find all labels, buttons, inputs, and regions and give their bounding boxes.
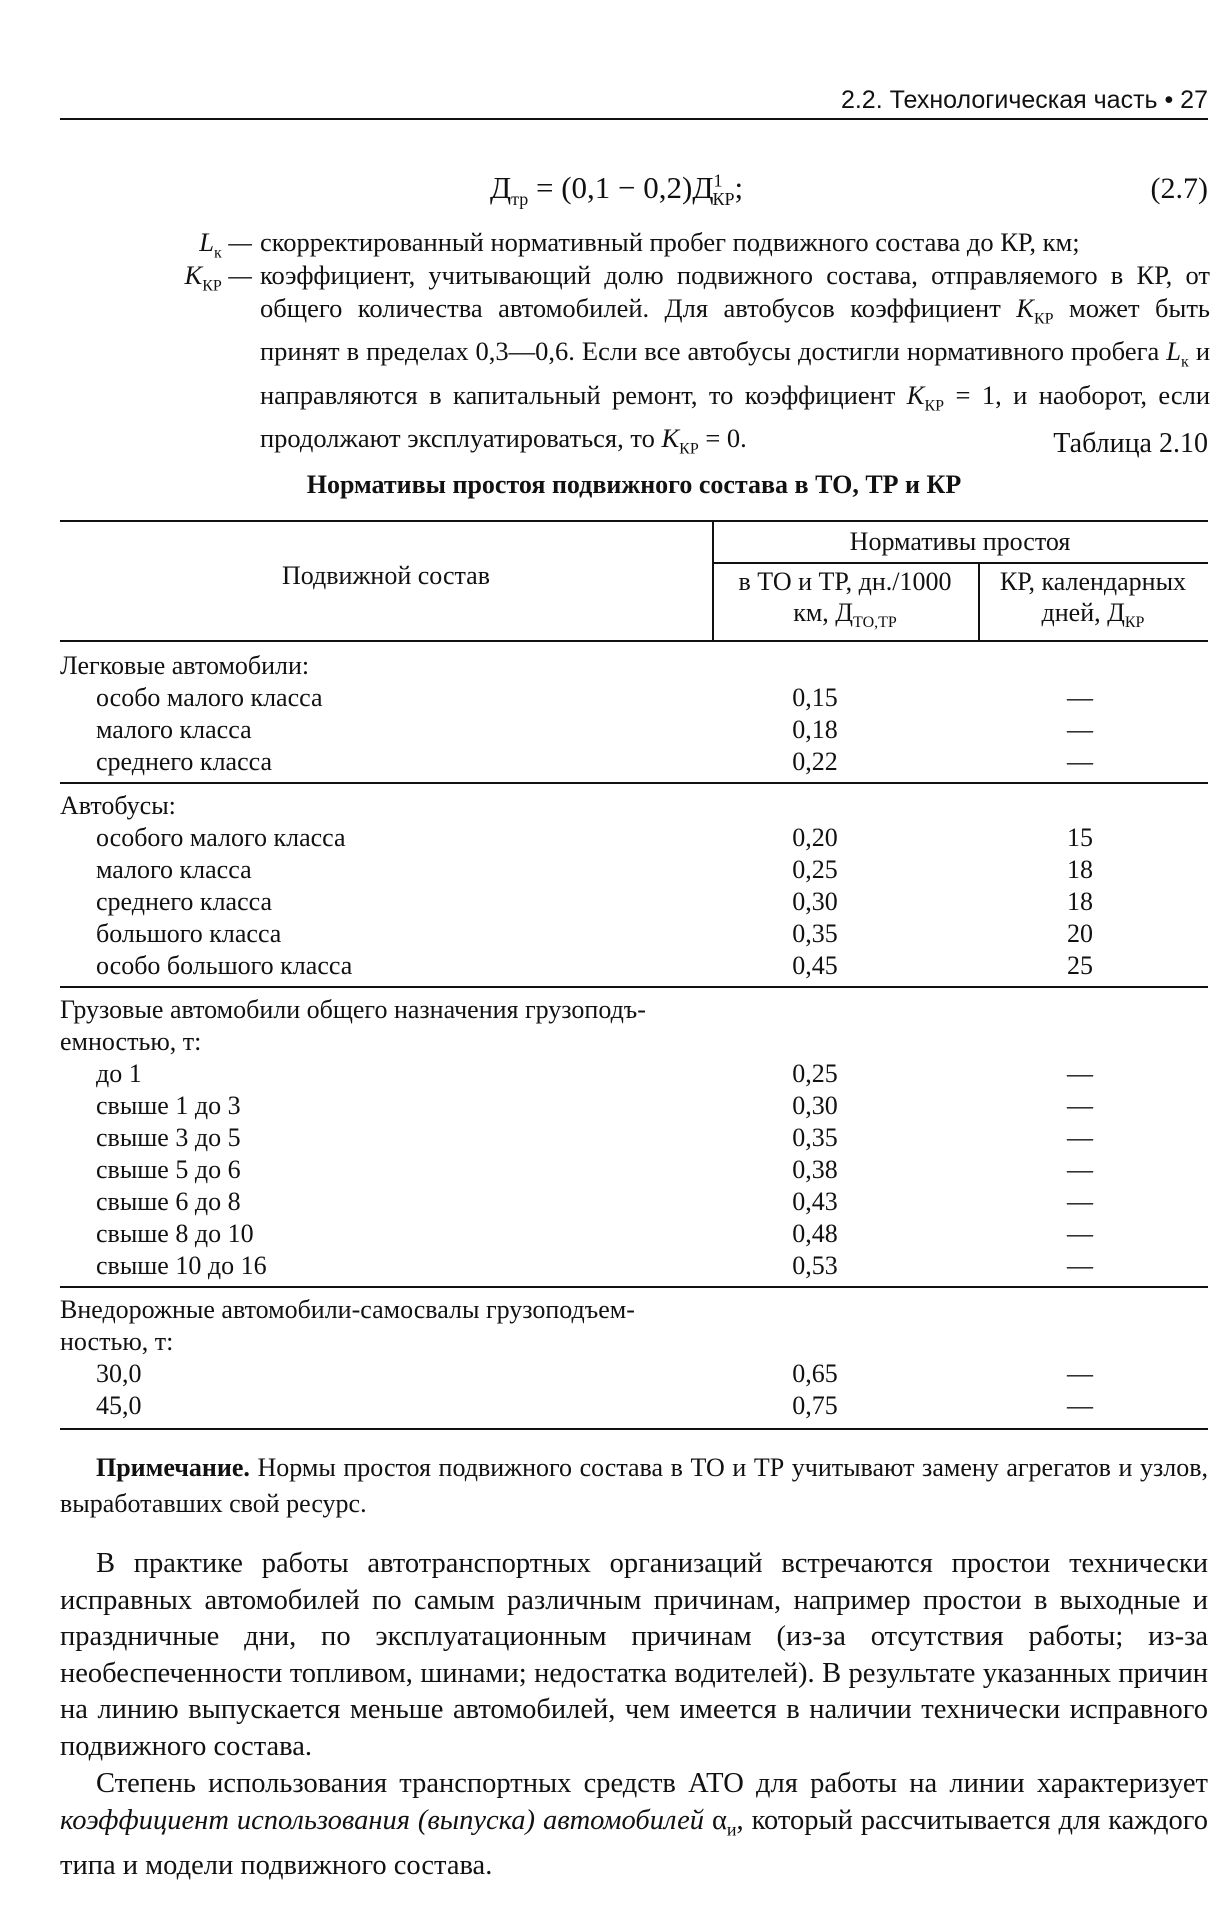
table-row: особого малого класса 0,20 15: [96, 823, 1093, 852]
formula-lhs-sub: тр: [511, 189, 529, 210]
group-title: Автобусы:: [60, 791, 176, 820]
definition-symbol: $L_к$ —: [199, 227, 252, 262]
table-note: [60, 1450, 1208, 1522]
table-row: малого класса 0,25 18: [96, 855, 1093, 884]
table-row: среднего класса 0,22 —: [96, 747, 1093, 776]
formula-number: (2.7): [1150, 172, 1208, 205]
table-row: свыше 10 до 16 0,53 —: [96, 1251, 1093, 1280]
definition-symbol: $K_{КР}$ —: [184, 260, 252, 295]
group-rule: [60, 986, 1208, 988]
header-to-tr: в ТО и ТР, дн./1000 км, $Д_{ТО,ТР}$: [738, 567, 952, 632]
paragraph-1: В практике работы автотранспортных организаций встречаются простои технически исправных автомобилей по самым различным причинам, например простои в выходные и праздничные дни, по эксплуатационным причинам (из-за отсутствия работы; из-за необеспеченности топливом, шинами; недостатка водителей). В результате указанных причин на линию выпускается меньше автомобилей, чем имеется в наличии технически исправного подвижного состава.: [60, 1548, 1208, 1762]
formula-rhs: = (0,1 − 0,2)Д: [536, 170, 714, 205]
formula-rhs-sub: КР: [712, 189, 735, 210]
table-row: свыше 1 до 3 0,30 —: [96, 1091, 1093, 1120]
table-top-rule: [60, 520, 1208, 522]
table-row: особо малого класса 0,15 —: [96, 683, 1093, 712]
group-title: ностью, т:: [60, 1327, 174, 1356]
table-row: большого класса 0,35 20: [96, 919, 1093, 948]
formula-tail: ;: [734, 170, 744, 205]
table-label: Таблица 2.10: [1053, 428, 1208, 459]
table-row: малого класса 0,18 —: [96, 715, 1093, 744]
table-row: свыше 3 до 5 0,35 —: [96, 1123, 1093, 1152]
header-kr: КР, календарных дней, $Д_{КР}$: [999, 567, 1187, 632]
group-title: Легковые автомобили:: [60, 651, 310, 680]
formula-rhs-sup: 1: [713, 170, 723, 191]
definition-lk: [160, 226, 1210, 262]
emphasis-term: коэффициент использования (выпуска) автомобилей: [60, 1804, 704, 1836]
group-title: емностью, т:: [60, 1027, 202, 1056]
note-text: Нормы простоя подвижного состава в ТО и ТР учитывают замену агрегатов и узлов, выработавших свой ресурс.: [60, 1453, 1208, 1518]
formula-2-7: [490, 170, 743, 210]
running-head-rule: [60, 118, 1208, 120]
group-title: Грузовые автомобили общего назначения грузоподъ-: [60, 995, 646, 1024]
header-group-rule: [712, 562, 1208, 564]
paragraph-2: Степень использования транспортных средств АТО для работы на линии характеризует коэффициент использования (выпуска) автомобилей $\alpha_и$, который рассчитывается для каждого типа и модели подвижного состава.: [60, 1768, 1209, 1881]
group-rule: [60, 782, 1208, 784]
table-title: Нормативы простоя подвижного состава в ТО, ТР и КР: [306, 470, 962, 499]
table-row: свыше 8 до 10 0,48 —: [96, 1219, 1093, 1248]
running-head-text: 2.2. Технологическая часть • 27: [840, 86, 1208, 114]
header-vehicle: Подвижной состав: [282, 561, 490, 590]
definition-text: скорректированный нормативный пробег подвижного состава до КР, км;: [260, 227, 1080, 257]
table-row: до 1 0,25 —: [96, 1059, 1093, 1088]
table-row: 30,0 0,65 —: [96, 1359, 1093, 1388]
formula-lhs: Д: [490, 170, 512, 205]
group-title: Внедорожные автомобили-самосвалы грузоподъем-: [60, 1295, 635, 1324]
table-row: свыше 5 до 6 0,38 —: [96, 1155, 1093, 1184]
table-row: 45,0 0,75 —: [96, 1391, 1093, 1420]
table-bottom-rule: [60, 1428, 1208, 1430]
header-group: Нормативы простоя: [849, 527, 1071, 556]
table-row: среднего класса 0,30 18: [96, 887, 1093, 916]
definition-text: коэффициент, учитывающий долю подвижного состава, отправляемого в КР, от общего количества автомобилей. Для автобусов коэффициент $K_{КР}$ может быть принят в пределах 0,3—0,6. Если все автобусы достигли нормативного пробега $L_к$ и направляются в капитальный ремонт, то коэффициент $K_{КР} = 1$, и наоборот, если продолжают эксплуатироваться, то $K_{КР} = 0$.: [260, 260, 1211, 458]
header-bottom-rule: [60, 640, 1208, 642]
group-rule: [60, 1286, 1208, 1288]
note-label: Примечание.: [96, 1453, 250, 1482]
running-head: [60, 86, 1208, 122]
table-row: свыше 6 до 8 0,43 —: [96, 1187, 1093, 1216]
table-row: особо большого класса 0,45 25: [96, 951, 1093, 980]
